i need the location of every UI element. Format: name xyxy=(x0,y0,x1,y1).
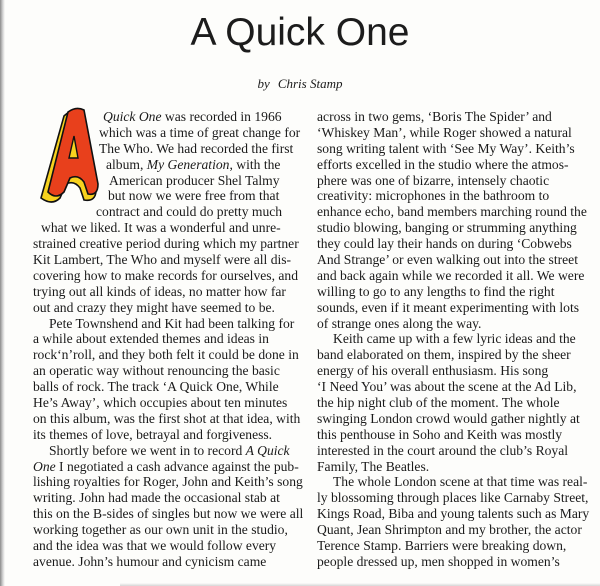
text-run: the hip night club of the moment. The whole xyxy=(317,395,560,411)
text-run: out and crazy they might have seemed to be. xyxy=(33,299,275,315)
text-line xyxy=(317,379,587,395)
text-run: studio blowing, banging or strumming anything xyxy=(317,220,577,236)
text-line xyxy=(317,316,587,332)
text-run: ‘Whiskey Man’, while Roger showed a natural xyxy=(317,124,572,140)
text-run: rock‘n’roll, and they both felt it could be done in xyxy=(33,347,299,363)
text-run: what we liked. It was a wonderful and unre- xyxy=(41,220,281,236)
text-line xyxy=(33,124,301,141)
text-line xyxy=(317,331,587,347)
text-run: and back again while we recorded it all. We were xyxy=(317,267,585,283)
text-line xyxy=(33,395,295,411)
text-run: interested in the court around the club’s Royal xyxy=(317,442,569,458)
text-run: Family, The Beatles. xyxy=(317,458,430,474)
text-line xyxy=(33,443,295,459)
text-line xyxy=(33,204,295,220)
text-line xyxy=(33,267,298,284)
text-run: song writing talent with ‘See My Way’. Keith’s xyxy=(317,140,575,156)
text-line xyxy=(33,427,295,443)
text-run: enhance echo, band members marching round the xyxy=(317,204,587,220)
text-line xyxy=(33,236,299,252)
text-run: swinging London crowd would gather nightly at xyxy=(317,410,580,426)
text-run: efforts excelled in the studio where the atmos- xyxy=(317,156,569,172)
text-run: ly blossoming through places like Carnaby Street, xyxy=(317,490,589,506)
text-run: they could lay their hands on during ‘Cobwebs xyxy=(317,236,572,252)
text-run: writing. John had made the occasional stab at xyxy=(33,490,280,506)
text-line xyxy=(317,522,587,538)
text-line xyxy=(33,157,295,173)
text-line xyxy=(33,474,303,490)
text-run: strained creative period during which my partner xyxy=(33,236,299,252)
byline xyxy=(0,76,600,92)
text-line xyxy=(33,506,304,522)
text-line xyxy=(317,490,587,506)
text-line xyxy=(33,316,295,332)
italic-title: Quick One xyxy=(103,109,162,124)
text-line xyxy=(33,490,295,506)
text-line xyxy=(317,411,587,427)
text-run: covering how to make records for ourselves, and xyxy=(33,267,298,283)
text-line xyxy=(33,554,295,570)
text-line xyxy=(317,268,587,284)
text-line xyxy=(317,220,587,236)
text-run: its themes of love, betrayal and forgiveness. xyxy=(33,426,273,442)
page-title: A Quick One xyxy=(190,11,410,54)
text-run: working together as our own unit in the studio, xyxy=(33,522,288,538)
text-line xyxy=(317,459,587,475)
text-run: a while about extended themes and ideas in xyxy=(33,331,269,347)
text-run: American producer Shel Talmy xyxy=(109,172,280,188)
column-right xyxy=(317,109,590,570)
text-line xyxy=(317,188,587,204)
text-run: an operatic way without renouncing the basic xyxy=(33,363,280,379)
text-run: across in two gems, ‘Boris The Spider’ and xyxy=(317,109,552,124)
text-line xyxy=(33,458,299,475)
text-run: Kings Road, Biba and young talents such as Mary xyxy=(317,506,590,522)
text-run: contract and could do pretty much xyxy=(96,204,283,220)
text-run: on this album, was the first shot at that idea, with xyxy=(33,410,301,426)
text-run: was recorded in 1966 xyxy=(161,109,282,124)
text-line xyxy=(317,109,587,125)
text-line xyxy=(317,395,587,411)
text-run: of strange ones along the way. xyxy=(317,315,482,331)
text-run: people dressed up, men shopped in women’s xyxy=(317,553,560,569)
text-line xyxy=(33,410,301,427)
text-line xyxy=(33,331,295,347)
text-line xyxy=(33,300,295,316)
text-run: phere was one of bizarre, intensely chaotic xyxy=(317,172,550,188)
text-run: energy of his overall enthusiasm. His song xyxy=(317,363,549,379)
italic-title: A Quick xyxy=(245,442,290,458)
text-run: trying out all kinds of ideas, no matter how far xyxy=(33,283,286,299)
text-run: Keith came up with a few lyric ideas and the xyxy=(333,331,576,347)
text-run: willing to go to any lengths to find the right xyxy=(317,283,555,299)
text-run: balls of rock. The track ‘A Quick One, While xyxy=(33,379,279,395)
text-line xyxy=(33,347,299,363)
text-run: this penthouse in Soho and Keith was mostly xyxy=(317,426,563,442)
text-line xyxy=(317,173,587,189)
text-run: band elaborated on them, inspired by the sheer xyxy=(317,347,571,363)
text-line xyxy=(33,173,295,189)
text-line xyxy=(317,474,587,490)
text-run: Quant, Jean Shrimpton and my brother, the actor xyxy=(317,522,582,538)
text-line xyxy=(317,204,587,220)
text-line xyxy=(317,443,587,459)
text-line xyxy=(33,252,295,268)
text-line xyxy=(317,347,587,363)
text-line xyxy=(33,284,295,300)
text-run: and the idea was that we would follow every xyxy=(33,538,277,554)
text-run: Shortly before we went in to record xyxy=(49,442,246,458)
text-line xyxy=(33,188,295,204)
text-run: The Who. We had recorded the first xyxy=(99,140,294,156)
text-line xyxy=(317,300,587,316)
text-line xyxy=(317,284,587,300)
text-line xyxy=(317,125,587,141)
text-line xyxy=(33,220,295,236)
text-run: He’s Away’, which occupies about ten minutes xyxy=(33,395,288,411)
text-line xyxy=(33,141,295,157)
text-line xyxy=(33,109,295,125)
text-run: , with the xyxy=(229,156,281,172)
text-line xyxy=(317,157,587,173)
text-run: this on the B-sides of singles but now we were all xyxy=(33,506,304,522)
text-line xyxy=(33,538,295,554)
text-line xyxy=(317,236,587,252)
text-line xyxy=(33,379,295,395)
text-run: Terence Stamp. Barriers were breaking down, xyxy=(317,538,567,554)
italic-title: My Generation xyxy=(146,156,230,172)
text-line xyxy=(317,538,587,554)
text-line xyxy=(317,252,587,268)
text-line xyxy=(33,522,295,538)
text-run: but now we were free from that xyxy=(108,188,280,204)
text-line xyxy=(317,554,587,570)
text-line xyxy=(317,427,587,443)
text-run: Kit Lambert, The Who and myself were all dis- xyxy=(33,252,292,268)
text-run: I negotiated a cash advance against the pub- xyxy=(55,458,299,474)
text-run: The whole London scene at that time was real- xyxy=(333,474,588,490)
text-run: which was a time of great change for xyxy=(99,124,301,140)
column-left xyxy=(33,109,304,570)
text-run: album, xyxy=(106,156,147,172)
text-run: ‘I Need You’ was about the scene at the Ad Lib, xyxy=(317,379,577,395)
text-run: And Strange’ or even walking out into the street xyxy=(317,252,578,268)
byline-prefix: by xyxy=(257,76,270,91)
text-line xyxy=(317,141,587,157)
text-run: lishing royalties for Roger, John and Keith’s song xyxy=(33,474,303,490)
text-run: avenue. John’s humour and cynicism came xyxy=(33,553,267,569)
text-line xyxy=(317,363,587,379)
italic-title: One xyxy=(33,458,56,474)
text-run: sounds, even if it meant experimenting with lots xyxy=(317,299,580,315)
text-line xyxy=(33,363,295,379)
author-name: Chris Stamp xyxy=(277,76,343,91)
text-run: creativity: microphones in the bathroom to xyxy=(317,188,550,204)
text-run: Pete Townshend and Kit had been talking for xyxy=(49,315,295,331)
text-line xyxy=(317,506,590,522)
